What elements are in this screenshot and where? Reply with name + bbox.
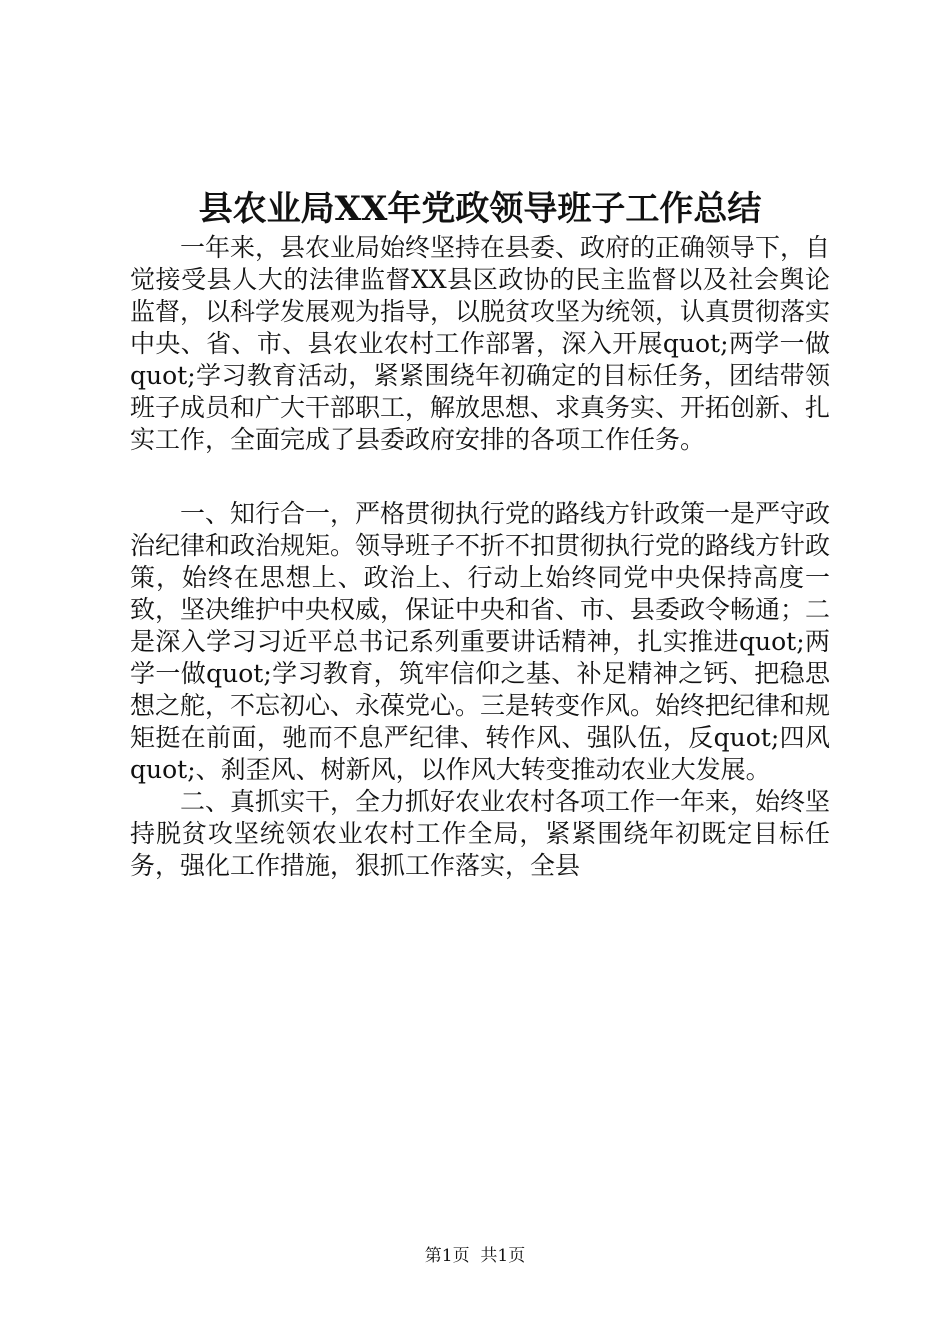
paragraph-section-one: 一、知行合一，严格贯彻执行党的路线方针政策一是严守政治纪律和政治规矩。领导班子不折不扣贯彻执行党的路线方针政策，始终在思想上、政治上、行动上始终同党中央保持高度一致，坚决维护中央权威，保证中央和省、市、县委政令畅通；二是深入学习习近平总书记系列重要讲话精神，扎实推进quot;两学一做quot;学习教育，筑牢信仰之基、补足精神之钙、把稳思想之舵，不忘初心、永葆党心。三是转变作风。始终把纪律和规矩挺在前面，驰而不息严纪律、转作风、强队伍，反quot;四风quot;、刹歪风、树新风，以作风大转变推动农业大发展。 bbox=[130, 499, 831, 784]
page-footer bbox=[0, 1244, 950, 1268]
paragraph-section-two: 二、真抓实干，全力抓好农业农村各项工作一年来，始终坚持脱贫攻坚统领农业农村工作全局，紧紧围绕年初既定目标任务，强化工作措施，狠抓工作落实，全县 bbox=[130, 787, 831, 880]
document-title: 县农业局XX年党政领导班子工作总结 bbox=[198, 189, 762, 229]
document-body bbox=[130, 232, 830, 882]
paragraph-intro: 一年来，县农业局始终坚持在县委、政府的正确领导下，自觉接受县人大的法律监督XX县区政协的民主监督以及社会舆论监督，以科学发展观为指导，以脱贫攻坚为统领，认真贯彻落实中央、省、市、县农业农村工作部署，深入开展quot;两学一做quot;学习教育活动，紧紧围绕年初确定的目标任务，团结带领班子成员和广大干部职工，解放思想、求真务实、开拓创新、扎实工作，全面完成了县委政府安排的各项工作任务。 bbox=[130, 233, 831, 454]
page-number: 第1页 共1页 bbox=[424, 1246, 526, 1266]
